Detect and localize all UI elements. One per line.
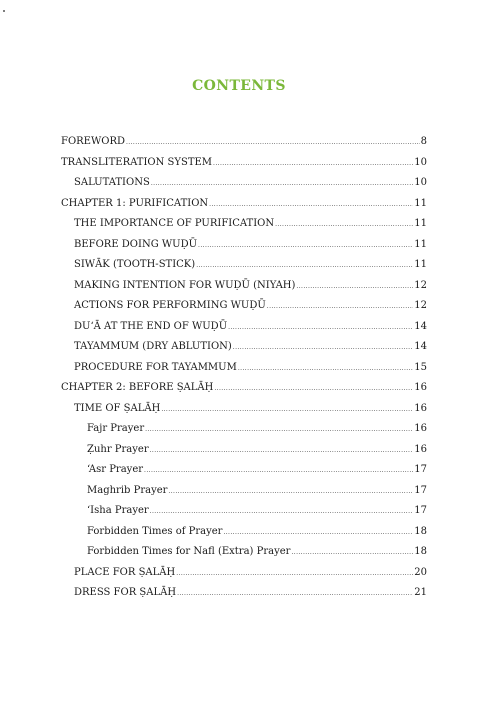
- toc-entry[interactable]: [61, 501, 427, 522]
- toc-entry-page-number: 12: [414, 279, 427, 291]
- toc-entry[interactable]: [61, 276, 427, 297]
- toc-entry[interactable]: [61, 481, 427, 502]
- toc-entry-page-number: 12: [414, 300, 427, 311]
- toc-entry-page-number: 18: [414, 546, 427, 557]
- toc-entry-page-number: 16: [414, 402, 427, 414]
- toc-entry-label: THE IMPORTANCE OF PURIFICATION: [74, 218, 275, 229]
- dot-leader: [228, 318, 413, 339]
- toc-entry[interactable]: [61, 460, 427, 481]
- toc-entry[interactable]: [61, 399, 427, 420]
- toc-entry-page-number: 20: [414, 566, 427, 578]
- toc-entry[interactable]: [61, 235, 427, 256]
- toc-entry-label: Maghrib Prayer: [87, 484, 168, 496]
- toc-entry[interactable]: [61, 358, 427, 379]
- toc-entry-label: DU‘Ā AT THE END OF WUḌŪ: [74, 320, 228, 332]
- dot-leader: [267, 297, 413, 318]
- toc-entry-page-number: 11: [414, 197, 427, 209]
- dot-leader: [296, 277, 413, 298]
- dot-leader: [145, 420, 413, 441]
- toc-entry-page-number: 16: [414, 443, 427, 455]
- toc-entry-page-number: 10: [414, 177, 427, 188]
- dot-leader: [126, 133, 420, 154]
- dot-leader: [209, 195, 413, 216]
- dot-leader: [223, 523, 413, 544]
- toc-entry-label: PLACE FOR ṢALĀḤ: [74, 566, 176, 578]
- toc-entry-page-number: 10: [414, 156, 427, 168]
- toc-entry-label: FOREWORD: [61, 136, 125, 147]
- toc-entry-page-number: 14: [414, 341, 427, 352]
- dot-leader: [291, 543, 413, 564]
- toc-entry[interactable]: [61, 522, 427, 543]
- dot-leader: [214, 379, 413, 400]
- toc-entry[interactable]: [61, 132, 427, 153]
- toc-entry[interactable]: [61, 378, 427, 399]
- toc-entry[interactable]: [61, 563, 427, 584]
- toc-entry-page-number: 11: [414, 218, 427, 229]
- toc-entry-label: BEFORE DOING WUḌŪ: [74, 238, 198, 250]
- dot-leader: [233, 338, 413, 359]
- toc-entry-page-number: 17: [414, 464, 427, 475]
- toc-entry[interactable]: [61, 542, 427, 563]
- toc-entry-page-number: 15: [414, 361, 427, 373]
- toc-entry[interactable]: [61, 153, 427, 174]
- toc-entry-label: CHAPTER 1: PURIFICATION: [61, 197, 209, 209]
- dot-leader: [198, 236, 413, 257]
- toc-entry[interactable]: [61, 440, 427, 461]
- toc-entry-label: TIME OF ṢALĀḤ: [74, 402, 161, 414]
- toc-entry[interactable]: [61, 583, 427, 604]
- dot-leader: [238, 359, 413, 380]
- toc-entry-page-number: 17: [414, 505, 427, 516]
- page-title: CONTENTS: [192, 78, 286, 94]
- toc-entry-label: PROCEDURE FOR TAYAMMUM: [74, 361, 237, 373]
- toc-entry-label: SALUTATIONS: [74, 177, 150, 188]
- toc-entry-page-number: 8: [420, 136, 427, 147]
- toc-entry-label: Ẓuhr Prayer: [87, 443, 149, 455]
- toc-entry-label: ACTIONS FOR PERFORMING WUḌŪ: [74, 300, 266, 311]
- toc-entry-label: MAKING INTENTION FOR WUḌŪ (NIYAH): [74, 279, 296, 291]
- dot-leader: [196, 256, 413, 277]
- toc-entry-label: Forbidden Times of Prayer: [87, 525, 223, 537]
- toc-entry[interactable]: [61, 419, 427, 440]
- toc-entry[interactable]: [61, 194, 427, 215]
- toc-entry-label: SIWĀK (TOOTH-STICK): [74, 259, 196, 270]
- dot-leader: [275, 215, 413, 236]
- toc-entry[interactable]: [61, 214, 427, 235]
- toc-entry[interactable]: [61, 296, 427, 317]
- toc-entry-page-number: 16: [414, 423, 427, 434]
- dot-leader: [168, 482, 413, 503]
- toc-entry[interactable]: [61, 173, 427, 194]
- toc-entry-page-number: 11: [414, 238, 427, 250]
- toc-entry[interactable]: [61, 255, 427, 276]
- toc-entry-page-number: 11: [414, 259, 427, 270]
- toc-entry-page-number: 18: [414, 525, 427, 537]
- toc-entry-label: TRANSLITERATION SYSTEM: [61, 156, 213, 168]
- toc-entry-label: CHAPTER 2: BEFORE ṢALĀḤ: [61, 382, 214, 393]
- page-corner-mark: [3, 10, 5, 12]
- toc-entry[interactable]: [61, 317, 427, 338]
- toc-entry-page-number: 17: [414, 484, 427, 496]
- dot-leader: [144, 461, 413, 482]
- toc-entry-page-number: 21: [414, 587, 427, 598]
- dot-leader: [161, 400, 413, 421]
- toc-entry-label: ‘Asr Prayer: [87, 464, 144, 475]
- toc-entry-page-number: 14: [414, 320, 427, 332]
- toc-entry-page-number: 16: [414, 382, 427, 393]
- dot-leader: [176, 564, 413, 585]
- dot-leader: [177, 584, 413, 605]
- toc-entry-label: DRESS FOR ṢALĀḤ: [74, 587, 177, 598]
- toc-entry-label: Fajr Prayer: [87, 423, 145, 434]
- toc-entry-label: Forbidden Times for Nafl (Extra) Prayer: [87, 546, 291, 557]
- dot-leader: [213, 154, 413, 175]
- dot-leader: [151, 174, 413, 195]
- table-of-contents: [61, 132, 427, 604]
- toc-entry-label: ‘Isha Prayer: [87, 505, 149, 516]
- toc-entry[interactable]: [61, 337, 427, 358]
- dot-leader: [150, 441, 414, 462]
- dot-leader: [150, 502, 414, 523]
- toc-entry-label: TAYAMMUM (DRY ABLUTION): [74, 341, 232, 352]
